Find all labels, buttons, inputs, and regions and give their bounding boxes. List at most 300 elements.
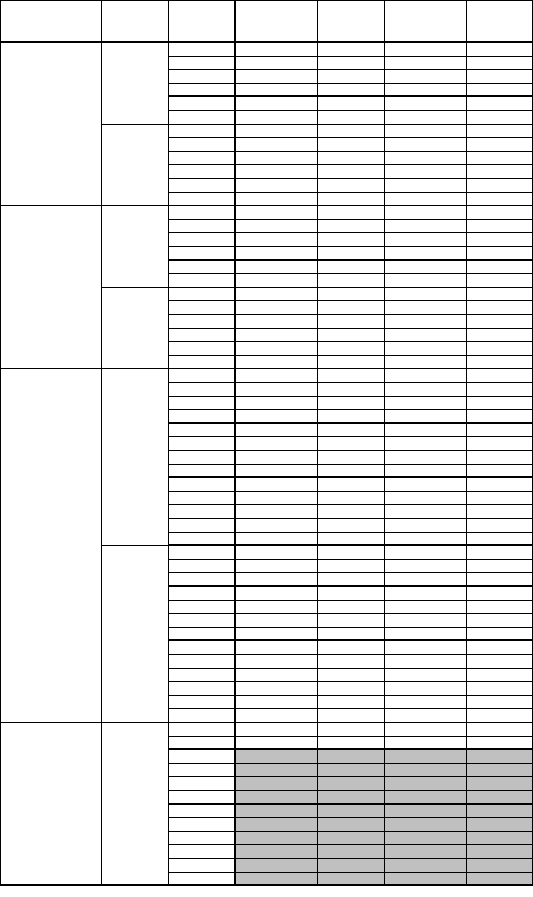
fare-period-2 <box>384 504 466 518</box>
discount-period-2 <box>466 287 533 301</box>
flight-number <box>168 491 235 505</box>
fare-period-2 <box>384 341 466 355</box>
flight-number <box>168 205 235 219</box>
discount-period-2 <box>466 314 533 328</box>
discount-period-1 <box>317 178 384 192</box>
discount-period-1 <box>317 668 384 682</box>
fare-period-1 <box>235 151 317 165</box>
row-divider <box>168 504 533 505</box>
discount-period-1 <box>317 722 384 736</box>
row-divider <box>168 572 533 573</box>
flight-number <box>168 124 235 138</box>
discount-period-1 <box>317 872 384 886</box>
row-divider <box>168 844 533 845</box>
discount-period-2 <box>466 219 533 233</box>
fare-period-2 <box>384 56 466 70</box>
flight-number <box>168 287 235 301</box>
flight-number <box>168 151 235 165</box>
discount-period-2 <box>466 613 533 627</box>
flight-number <box>168 300 235 314</box>
discount-period-1 <box>317 600 384 614</box>
flight-number <box>168 232 235 246</box>
flight-number <box>168 164 235 178</box>
fare-period-2 <box>384 831 466 845</box>
row-divider <box>168 450 533 451</box>
route-label <box>0 205 101 219</box>
discount-period-2 <box>466 382 533 396</box>
discount-period-1 <box>317 858 384 872</box>
discount-period-2 <box>466 844 533 858</box>
fare-period-1 <box>235 124 317 138</box>
discount-period-1 <box>317 654 384 668</box>
fare-period-2 <box>384 817 466 831</box>
row-divider <box>168 259 533 261</box>
flight-number <box>168 586 235 600</box>
flight-number <box>168 450 235 464</box>
fare-period-1 <box>235 287 317 301</box>
fare-period-1 <box>235 464 317 478</box>
discount-period-2 <box>466 464 533 478</box>
flight-number <box>168 96 235 110</box>
discount-period-1 <box>317 504 384 518</box>
fare-period-2 <box>384 219 466 233</box>
fare-period-2 <box>384 110 466 124</box>
row-divider <box>168 246 533 247</box>
fare-period-1 <box>235 42 317 56</box>
discount-period-2 <box>466 572 533 586</box>
row-divider <box>168 627 533 628</box>
discount-period-2 <box>466 654 533 668</box>
flight-number <box>168 314 235 328</box>
discount-period-2 <box>466 450 533 464</box>
fare-period-2 <box>384 545 466 559</box>
flight-number <box>168 328 235 342</box>
fare-period-1 <box>235 831 317 845</box>
discount-period-1 <box>317 790 384 804</box>
column-divider <box>0 0 1 885</box>
fare-period-1 <box>235 627 317 641</box>
flight-number <box>168 273 235 287</box>
fare-period-1 <box>235 192 317 206</box>
fare-period-1 <box>235 708 317 722</box>
flight-number <box>168 695 235 709</box>
fare-period-1 <box>235 736 317 750</box>
discount-period-1 <box>317 477 384 491</box>
row-divider <box>168 585 533 587</box>
discount-period-2 <box>466 627 533 641</box>
flight-number <box>168 572 235 586</box>
discount-period-2 <box>466 532 533 546</box>
fare-period-2 <box>384 518 466 532</box>
discount-period-2 <box>466 491 533 505</box>
fare-period-2 <box>384 232 466 246</box>
fare-period-1 <box>235 56 317 70</box>
fare-period-2 <box>384 273 466 287</box>
fare-period-2 <box>384 368 466 382</box>
discount-period-2 <box>466 69 533 83</box>
discount-period-1 <box>317 491 384 505</box>
header-origin <box>101 0 168 42</box>
discount-period-2 <box>466 232 533 246</box>
discount-period-1 <box>317 83 384 97</box>
row-divider <box>168 328 533 329</box>
fare-period-1 <box>235 491 317 505</box>
flight-number <box>168 110 235 124</box>
discount-period-1 <box>317 817 384 831</box>
fare-period-1 <box>235 396 317 410</box>
flight-number <box>168 382 235 396</box>
flight-number <box>168 790 235 804</box>
fare-period-1 <box>235 260 317 274</box>
flight-number <box>168 749 235 763</box>
fare-period-2 <box>384 668 466 682</box>
origin-label <box>101 545 168 559</box>
fare-period-2 <box>384 423 466 437</box>
flight-number <box>168 736 235 750</box>
row-divider <box>168 654 533 655</box>
fare-period-2 <box>384 532 466 546</box>
discount-period-1 <box>317 844 384 858</box>
row-divider <box>168 858 533 859</box>
discount-period-2 <box>466 96 533 110</box>
fare-period-1 <box>235 83 317 97</box>
origin-label <box>101 124 168 138</box>
flight-number <box>168 831 235 845</box>
discount-period-1 <box>317 382 384 396</box>
header-route <box>0 0 101 42</box>
discount-period-1 <box>317 124 384 138</box>
discount-period-1 <box>317 246 384 260</box>
discount-period-1 <box>317 287 384 301</box>
discount-period-1 <box>317 368 384 382</box>
row-divider <box>168 382 533 383</box>
fare-period-2 <box>384 137 466 151</box>
fare-period-1 <box>235 586 317 600</box>
row-divider <box>168 409 533 410</box>
discount-period-2 <box>466 368 533 382</box>
flight-number <box>168 83 235 97</box>
row-divider <box>168 831 533 832</box>
row-divider <box>168 491 533 492</box>
flight-number <box>168 42 235 56</box>
fare-period-1 <box>235 246 317 260</box>
flight-number <box>168 776 235 790</box>
discount-period-2 <box>466 83 533 97</box>
discount-period-1 <box>317 96 384 110</box>
flight-number <box>168 817 235 831</box>
discount-period-2 <box>466 436 533 450</box>
fare-period-2 <box>384 790 466 804</box>
row-divider <box>168 763 533 764</box>
fare-period-1 <box>235 96 317 110</box>
fare-period-2 <box>384 300 466 314</box>
fare-period-1 <box>235 572 317 586</box>
header-fare-period-2 <box>384 0 466 42</box>
discount-period-2 <box>466 858 533 872</box>
fare-period-2 <box>384 763 466 777</box>
discount-period-2 <box>466 872 533 886</box>
fare-period-2 <box>384 124 466 138</box>
flight-number <box>168 804 235 818</box>
discount-period-2 <box>466 151 533 165</box>
discount-period-1 <box>317 586 384 600</box>
fare-period-2 <box>384 382 466 396</box>
discount-period-1 <box>317 260 384 274</box>
flight-number <box>168 56 235 70</box>
header-discount-1 <box>317 0 384 42</box>
fare-period-1 <box>235 450 317 464</box>
fare-period-2 <box>384 844 466 858</box>
fare-period-1 <box>235 436 317 450</box>
group-divider <box>101 545 533 546</box>
fare-period-1 <box>235 355 317 369</box>
discount-period-1 <box>317 776 384 790</box>
fare-period-2 <box>384 627 466 641</box>
fare-period-1 <box>235 273 317 287</box>
discount-period-1 <box>317 436 384 450</box>
discount-period-1 <box>317 640 384 654</box>
fare-period-2 <box>384 491 466 505</box>
fare-period-2 <box>384 749 466 763</box>
origin-label <box>101 287 168 301</box>
discount-period-2 <box>466 586 533 600</box>
fare-period-2 <box>384 436 466 450</box>
row-divider <box>168 396 533 397</box>
discount-period-1 <box>317 137 384 151</box>
header-flight <box>168 0 235 42</box>
fare-period-1 <box>235 722 317 736</box>
row-divider <box>168 69 533 70</box>
discount-period-2 <box>466 545 533 559</box>
discount-period-1 <box>317 192 384 206</box>
fare-period-1 <box>235 423 317 437</box>
flight-number <box>168 246 235 260</box>
flight-number <box>168 722 235 736</box>
discount-period-2 <box>466 477 533 491</box>
flight-number <box>168 219 235 233</box>
discount-period-2 <box>466 722 533 736</box>
fare-period-2 <box>384 355 466 369</box>
discount-period-2 <box>466 708 533 722</box>
discount-period-2 <box>466 790 533 804</box>
fare-period-2 <box>384 654 466 668</box>
discount-period-2 <box>466 518 533 532</box>
route-divider <box>0 722 533 723</box>
discount-period-1 <box>317 464 384 478</box>
fare-period-1 <box>235 178 317 192</box>
discount-period-2 <box>466 640 533 654</box>
discount-period-2 <box>466 559 533 573</box>
flight-number <box>168 872 235 886</box>
discount-period-2 <box>466 763 533 777</box>
discount-period-1 <box>317 328 384 342</box>
discount-period-2 <box>466 776 533 790</box>
discount-period-1 <box>317 110 384 124</box>
fare-period-1 <box>235 219 317 233</box>
fare-period-1 <box>235 477 317 491</box>
discount-period-2 <box>466 42 533 56</box>
fare-period-1 <box>235 518 317 532</box>
table-top-border <box>0 0 533 1</box>
discount-period-2 <box>466 504 533 518</box>
row-divider <box>168 436 533 437</box>
row-divider <box>168 613 533 614</box>
discount-period-1 <box>317 151 384 165</box>
row-divider <box>168 164 533 165</box>
discount-period-2 <box>466 396 533 410</box>
discount-period-1 <box>317 559 384 573</box>
discount-period-1 <box>317 627 384 641</box>
origin-label <box>101 42 168 56</box>
flight-number <box>168 844 235 858</box>
discount-period-1 <box>317 56 384 70</box>
discount-period-1 <box>317 355 384 369</box>
fare-period-2 <box>384 681 466 695</box>
row-divider <box>168 776 533 777</box>
route-divider <box>0 205 533 206</box>
discount-period-2 <box>466 192 533 206</box>
flight-number <box>168 600 235 614</box>
flight-number <box>168 654 235 668</box>
fare-period-2 <box>384 42 466 56</box>
fare-period-1 <box>235 545 317 559</box>
fare-period-2 <box>384 287 466 301</box>
discount-period-2 <box>466 110 533 124</box>
discount-period-1 <box>317 69 384 83</box>
discount-period-1 <box>317 423 384 437</box>
fare-period-2 <box>384 205 466 219</box>
fare-period-2 <box>384 314 466 328</box>
fare-period-1 <box>235 382 317 396</box>
discount-period-2 <box>466 355 533 369</box>
flight-number <box>168 464 235 478</box>
column-divider <box>234 0 236 885</box>
discount-period-1 <box>317 341 384 355</box>
fare-period-2 <box>384 260 466 274</box>
flight-number <box>168 409 235 423</box>
header-discount-2 <box>466 0 533 42</box>
discount-period-1 <box>317 300 384 314</box>
row-divider <box>168 748 533 750</box>
fare-period-1 <box>235 858 317 872</box>
route-divider <box>0 368 533 369</box>
row-divider <box>168 736 533 737</box>
origin-label <box>101 368 168 382</box>
column-divider <box>384 0 385 885</box>
row-divider <box>168 273 533 274</box>
discount-period-1 <box>317 708 384 722</box>
discount-period-1 <box>317 613 384 627</box>
row-divider <box>168 464 533 465</box>
flight-number <box>168 627 235 641</box>
fare-period-1 <box>235 600 317 614</box>
discount-period-1 <box>317 273 384 287</box>
row-divider <box>168 422 533 424</box>
fare-period-1 <box>235 817 317 831</box>
flight-number <box>168 532 235 546</box>
flight-number <box>168 763 235 777</box>
discount-period-2 <box>466 817 533 831</box>
fare-period-2 <box>384 477 466 491</box>
column-divider <box>317 0 318 885</box>
discount-period-1 <box>317 164 384 178</box>
discount-period-1 <box>317 749 384 763</box>
flight-number <box>168 436 235 450</box>
column-divider <box>101 0 102 885</box>
row-divider <box>168 219 533 220</box>
fare-period-2 <box>384 192 466 206</box>
fare-period-2 <box>384 776 466 790</box>
flight-number <box>168 640 235 654</box>
discount-period-2 <box>466 137 533 151</box>
flight-number <box>168 613 235 627</box>
row-divider <box>168 192 533 193</box>
fare-period-2 <box>384 328 466 342</box>
fare-period-2 <box>384 151 466 165</box>
fare-period-1 <box>235 328 317 342</box>
fare-period-1 <box>235 110 317 124</box>
column-divider <box>466 0 467 885</box>
flight-number <box>168 368 235 382</box>
fare-period-1 <box>235 314 317 328</box>
flight-number <box>168 423 235 437</box>
discount-period-2 <box>466 164 533 178</box>
discount-period-1 <box>317 695 384 709</box>
discount-period-1 <box>317 396 384 410</box>
fare-period-2 <box>384 640 466 654</box>
fare-period-1 <box>235 232 317 246</box>
discount-period-2 <box>466 804 533 818</box>
fare-period-2 <box>384 96 466 110</box>
fare-period-1 <box>235 300 317 314</box>
discount-period-1 <box>317 736 384 750</box>
row-divider <box>168 137 533 138</box>
fare-period-1 <box>235 844 317 858</box>
discount-period-1 <box>317 219 384 233</box>
discount-period-2 <box>466 260 533 274</box>
row-divider <box>168 355 533 356</box>
row-divider <box>168 639 533 641</box>
fare-period-2 <box>384 246 466 260</box>
row-divider <box>168 559 533 560</box>
flight-number <box>168 137 235 151</box>
discount-period-1 <box>317 572 384 586</box>
discount-period-1 <box>317 681 384 695</box>
fare-period-1 <box>235 613 317 627</box>
origin-label <box>101 722 168 736</box>
fare-period-1 <box>235 790 317 804</box>
row-divider <box>168 83 533 84</box>
row-divider <box>168 695 533 696</box>
discount-period-2 <box>466 736 533 750</box>
fare-period-2 <box>384 695 466 709</box>
flight-number <box>168 341 235 355</box>
fare-period-2 <box>384 559 466 573</box>
fare-period-2 <box>384 586 466 600</box>
discount-period-1 <box>317 409 384 423</box>
header-bottom-border <box>0 41 533 43</box>
fare-period-1 <box>235 532 317 546</box>
discount-period-2 <box>466 328 533 342</box>
fare-period-2 <box>384 872 466 886</box>
discount-period-2 <box>466 695 533 709</box>
discount-period-2 <box>466 749 533 763</box>
flight-number <box>168 559 235 573</box>
fare-period-2 <box>384 464 466 478</box>
fare-period-1 <box>235 804 317 818</box>
discount-period-1 <box>317 804 384 818</box>
discount-period-2 <box>466 273 533 287</box>
